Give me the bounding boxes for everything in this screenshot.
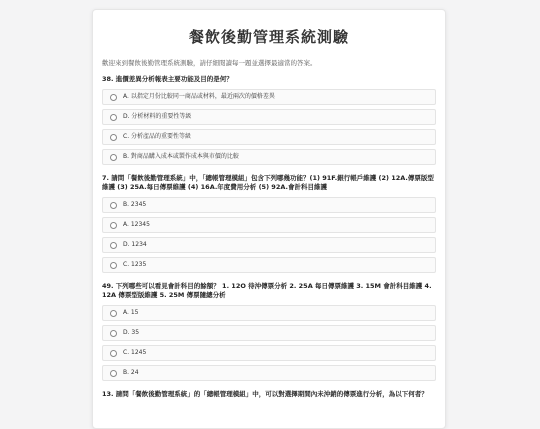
radio-icon[interactable] xyxy=(110,350,117,357)
radio-icon[interactable] xyxy=(110,310,117,317)
option-label: D. 35 xyxy=(123,329,140,336)
answer-option[interactable] xyxy=(102,149,436,165)
radio-icon[interactable] xyxy=(110,154,117,161)
question-49 xyxy=(102,282,436,381)
radio-icon[interactable] xyxy=(110,94,117,101)
radio-icon[interactable] xyxy=(110,222,117,229)
option-label: B. 對商品購入成本或製作成本與市價的比較 xyxy=(123,153,239,160)
radio-icon[interactable] xyxy=(110,202,117,209)
question-text: 38. 進價差異分析報表主要功能及目的是何？ xyxy=(102,75,233,83)
answer-option[interactable] xyxy=(102,325,436,341)
question-text: 49. 下列哪些可以看見會計科目的餘額？ 1. 12O 待沖傳票分析 2. 25A 每日傳票維護 3. 15M 會計科目維護 4. 12A 傳票型版維護 5. 25M 傳票隨總分析 xyxy=(102,282,432,299)
radio-icon[interactable] xyxy=(110,262,117,269)
option-label: D. 1234 xyxy=(123,241,147,248)
option-label: B. 24 xyxy=(123,369,139,376)
quiz-card xyxy=(92,9,446,429)
answer-option[interactable] xyxy=(102,89,436,105)
answer-option[interactable] xyxy=(102,237,436,253)
question-7 xyxy=(102,174,436,273)
option-label: B. 2345 xyxy=(123,201,147,208)
question-38 xyxy=(102,75,436,165)
radio-icon[interactable] xyxy=(110,370,117,377)
answer-option[interactable] xyxy=(102,129,436,145)
question-text: 7. 請問「餐飲後勤管理系統」中，「總帳管理模組」包含下列哪幾功能？(1) 91F.銀行帳戶維護 (2) 12A.傳票版型維護 (3) 25A.每日傳票維護 (4) 16A.年度費用分析 (5) 92A.會計科目維護 xyxy=(102,174,434,191)
question-13 xyxy=(102,390,436,399)
radio-icon[interactable] xyxy=(110,330,117,337)
option-label: C. 1245 xyxy=(123,349,147,356)
answer-option[interactable] xyxy=(102,197,436,213)
radio-icon[interactable] xyxy=(110,134,117,141)
answer-option[interactable] xyxy=(102,365,436,381)
page-title: 餐飲後勤管理系統測驗 xyxy=(188,28,349,46)
quiz-intro: 歡迎來到餐飲後勤管理系統測驗，請仔細閱讀每一題並選擇最適當的答案。 xyxy=(102,59,317,67)
answer-option[interactable] xyxy=(102,109,436,125)
question-text: 13. 請問「餐飲後勤管理系統」的「總帳管理模組」中，可以對選擇期間內未沖銷的傳票進行分析，為以下何者？ xyxy=(102,390,428,398)
radio-icon[interactable] xyxy=(110,242,117,249)
answer-option[interactable] xyxy=(102,305,436,321)
answer-option[interactable] xyxy=(102,345,436,361)
option-label: C. 1235 xyxy=(123,261,147,268)
answer-option[interactable] xyxy=(102,257,436,273)
answer-option[interactable] xyxy=(102,217,436,233)
radio-icon[interactable] xyxy=(110,114,117,121)
option-label: A. 以指定月份比較同一商品或材料，最近兩次的價格差異 xyxy=(123,93,275,100)
option-label: A. 12345 xyxy=(123,221,150,228)
option-label: D. 分析材料的重要性等級 xyxy=(123,113,192,120)
option-label: A. 15 xyxy=(123,309,139,316)
option-label: C. 分析產品的重要性等級 xyxy=(123,133,192,140)
